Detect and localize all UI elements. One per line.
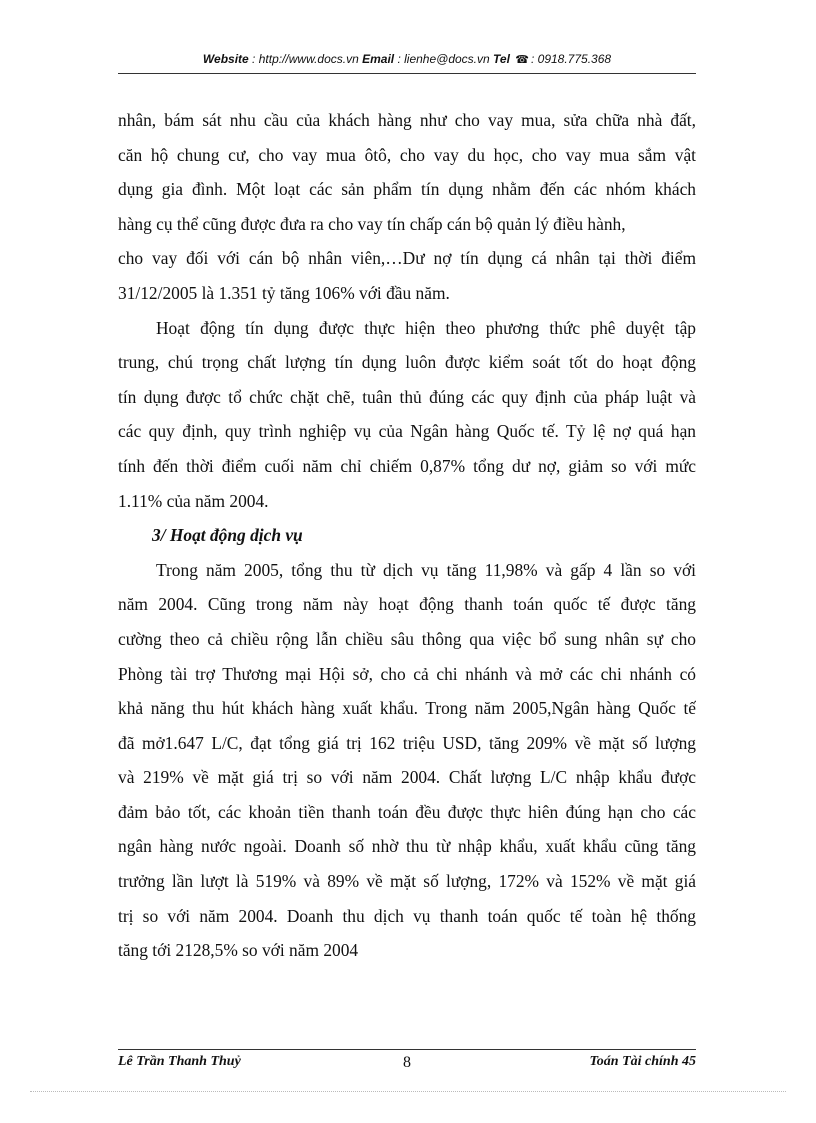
text-line: đảm bảo tốt, các khoản tiền thanh toán đều được thực hiên đúng hạn cho các [118,801,696,822]
tel-number: : 0918.775.368 [530,52,612,66]
text-line: trung, chú trọng chất lượng tín dụng luôn được kiểm soát tốt do hoạt động [118,352,696,373]
website-url[interactable]: : http://www.docs.vn [248,52,363,66]
text-line: Phòng tài trợ Thương mại Hội sở, cho cả chi nhánh và mở các chi nhánh có [118,663,696,684]
tel-label: Tel [493,52,510,66]
website-label: Website [202,52,249,66]
footer-author: Lê Trần Thanh Thuỷ [118,1054,241,1069]
text-line: khả năng thu hút khách hàng xuất khẩu. Trong năm 2005,Ngân hàng Quốc tế [118,698,696,719]
text-line: 31/12/2005 là 1.351 tỷ tăng 106% với đầu năm. [118,282,450,303]
text-line: tín dụng được tổ chức chặt chẽ, tuân thủ đúng các quy định của pháp luật và [118,386,696,407]
text-line: ngân hàng nước ngoài. Doanh số nhờ thu từ nhập khẩu, xuất khẩu cũng tăng [118,836,696,857]
text-line: đã mở1.647 L/C, đạt tổng giá trị 162 triệu USD, tăng 209% về mặt số lượng [118,732,696,753]
text-line: 1.11% của năm 2004. [118,490,269,511]
text-line: cường theo cả chiều rộng lẫn chiều sâu thông qua việc bổ sung nhân sự cho [118,628,696,649]
text-line: nhân, bám sát nhu cầu của khách hàng như cho vay mua, sửa chữa nhà đất, [118,110,696,130]
header-divider [118,73,696,74]
section-heading: 3/ Hoạt động dịch vụ [152,525,303,546]
phone-icon: ☎ [515,54,529,66]
text-line: cho vay đối với cán bộ nhân viên,…Dư nợ tín dụng cá nhân tại thời điểm [118,248,696,269]
text-line: trị so với năm 2004. Doanh thu dịch vụ thanh toán quốc tế toàn hệ thống [118,905,696,926]
page-footer [118,1054,696,1076]
text-line: tính đến thời điểm cuối năm chỉ chiếm 0,87% tổng dư nợ, giảm so với mức [118,455,696,476]
footer-divider [118,1049,696,1050]
text-line: hàng cụ thể cũng được đưa ra cho vay tín chấp cán bộ quản lý điều hành, [118,213,626,234]
page-number: 8 [403,1054,411,1071]
text-line: các quy định, quy trình nghiệp vụ của Ngân hàng Quốc tế. Tỷ lệ nợ quá hạn [118,421,696,442]
text-line: tăng tới 2128,5% so với năm 2004 [118,940,359,961]
email-label: Email [362,52,395,66]
text-line: Trong năm 2005, tổng thu từ dịch vụ tăng 11,98% và gấp 4 lần so với [156,559,696,580]
text-line: trưởng lần lượt là 519% và 89% về mặt số lượng, 172% và 152% về mặt giá [118,871,696,892]
text-line: dụng gia đình. Một loạt các sản phẩm tín dụng nhằm đến các nhóm khách [118,179,696,200]
page-header [118,52,696,70]
footer-class-name: Toán Tài chính 45 [589,1054,696,1069]
document-body [118,103,696,968]
text-line: và 219% về mặt giá trị so với năm 2004. Chất lượng L/C nhập khẩu được [118,767,696,788]
text-line: năm 2004. Cũng trong năm này hoạt động thanh toán quốc tế được tăng [118,594,696,615]
text-line: căn hộ chung cư, cho vay mua ôtô, cho vay du học, cho vay mua sắm vật [118,144,696,165]
email-address[interactable]: : lienhe@docs.vn [394,52,494,66]
text-line: Hoạt động tín dụng được thực hiện theo phương thức phê duyệt tập [156,317,696,338]
page-bottom-border [30,1091,786,1092]
